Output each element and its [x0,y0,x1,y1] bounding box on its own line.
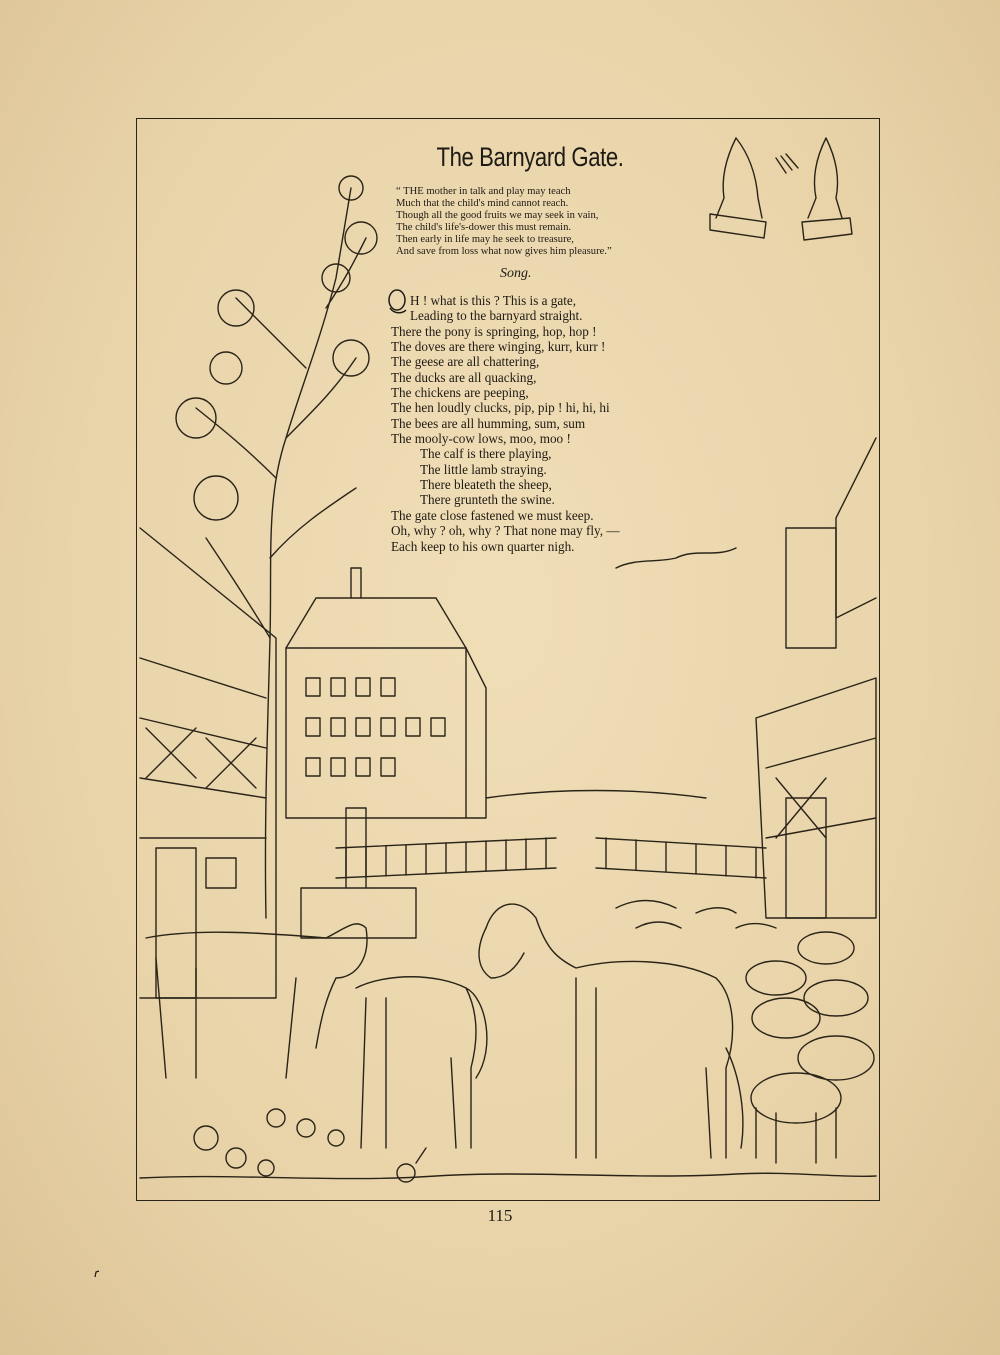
song-line: H ! what is this ? This is a gate, [410,293,577,308]
song-line: There the pony is springing, hop, hop ! [391,323,597,339]
song-line: The chickens are peeping, [391,385,529,401]
song-line: The ducks are all quacking, [391,369,537,385]
page-title: The Barnyard Gate. [436,142,624,172]
motto-line: And save from loss what now gives him pleasure.” [396,245,612,257]
song-heading: Song. [500,266,532,281]
motto-line: Though all the good fruits we may seek in vain, [396,209,599,221]
motto-line: Much that the child's mind cannot reach. [396,197,569,209]
song-line: Leading to the barnyard straight. [410,308,583,324]
motto-line: “ THE mother in talk and play may teach [396,186,571,197]
ink-mark [94,1270,100,1278]
page-number: 115 [487,1206,513,1225]
song-line: The hen loudly clucks, pip, pip ! hi, hi, hi [391,400,610,416]
song-line: Each keep to his own quarter nigh. [391,538,575,554]
song-line: The little lamb straying. [420,461,547,477]
song-line: The bees are all humming, sum, sum [391,415,586,431]
song-line: The gate close fastened we must keep. [391,507,594,523]
song-line: Oh, why ? oh, why ? That none may fly, — [391,523,620,539]
song-line: The mooly-cow lows, moo, moo ! [391,431,571,447]
motto-line: The child's life's-dower this must remain. [396,221,572,233]
song-line: There grunteth the swine. [420,492,555,508]
song-verse [391,293,691,554]
song-line: The calf is there playing, [420,446,552,462]
motto-verse [396,186,696,257]
motto-line: Then early in life may he seek to treasure, [396,233,574,245]
song-line: The geese are all chattering, [391,354,540,370]
song-line: There bleateth the sheep, [420,477,552,493]
song-line: The doves are there winging, kurr, kurr ! [391,339,606,355]
